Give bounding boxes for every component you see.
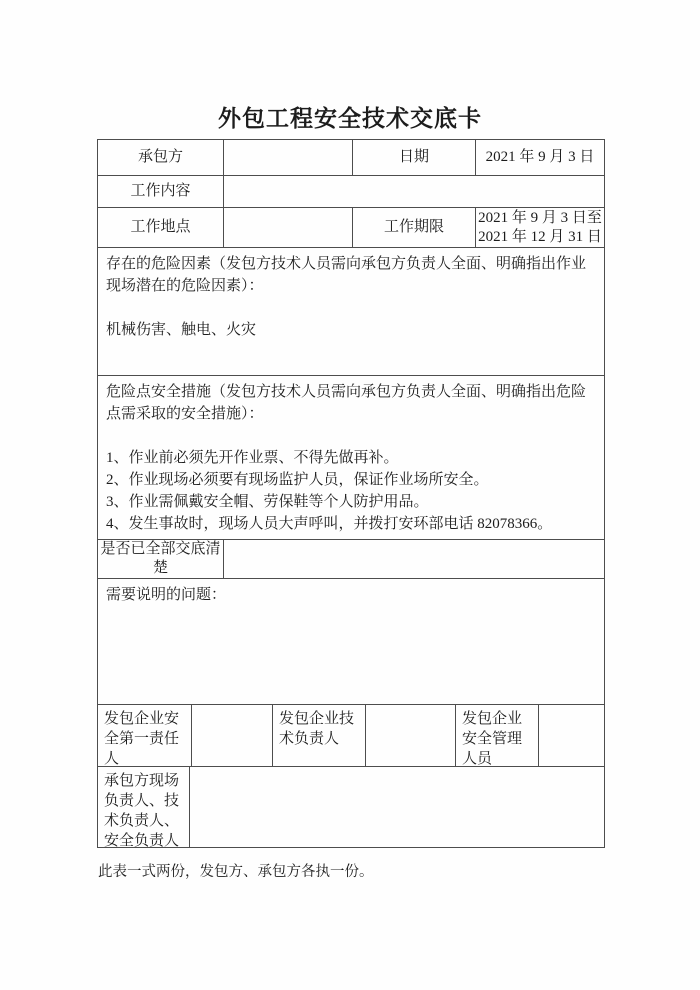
contractor-sign-value xyxy=(190,767,604,847)
confirm-label: 是否已全部交底清楚 xyxy=(98,540,224,578)
measure-item-4: 4、发生事故时，现场人员大声呼叫，并拨打安环部电话 82078366。 xyxy=(106,516,553,532)
work-period-value xyxy=(476,208,604,247)
work-period-label: 工作期限 xyxy=(353,208,476,247)
measure-item-3: 3、作业需佩戴安全帽、劳保鞋等个人防护用品。 xyxy=(106,494,429,510)
issuer-first-responsible-signature xyxy=(192,705,273,766)
disclosure-form-table xyxy=(97,139,605,848)
work-content-label: 工作内容 xyxy=(98,176,224,207)
work-content-value xyxy=(224,176,604,207)
table-row-confirm xyxy=(98,540,604,579)
table-row-work-content xyxy=(98,176,604,208)
measures-spacer xyxy=(106,425,596,447)
notes-cell xyxy=(98,579,604,704)
table-row-issuer-signatures xyxy=(98,705,604,767)
issuer-technical-lead-label: 发包企业技术负责人 xyxy=(273,705,366,766)
page-title: 外包工程安全技术交底卡 xyxy=(218,106,482,131)
work-location-value xyxy=(224,208,353,247)
table-row-work-location xyxy=(98,208,604,248)
hazards-spacer xyxy=(106,297,596,319)
issuer-technical-lead-signature xyxy=(366,705,456,766)
work-location-label: 工作地点 xyxy=(98,208,224,247)
table-row-contractor xyxy=(98,140,604,176)
work-period-line2: 2021 年 12 月 31 日 xyxy=(478,228,602,245)
table-row-measures xyxy=(98,376,604,540)
issuer-first-responsible-label: 发包企业安全第一责任人 xyxy=(98,705,192,766)
measures-cell xyxy=(98,376,604,539)
issuer-safety-manager-label: 发包企业安全管理人员 xyxy=(456,705,539,766)
table-row-hazards xyxy=(98,248,604,376)
confirm-value xyxy=(224,540,604,578)
measures-heading: 危险点安全措施（发包方技术人员需向承包方负责人全面、明确指出危险点需采取的安全措施）： xyxy=(106,384,587,422)
measure-item-1: 1、作业前必须先开作业票、不得先做再补。 xyxy=(106,450,399,466)
date-value: 2021 年 9 月 3 日 xyxy=(485,149,595,165)
table-row-notes xyxy=(98,579,604,705)
contractor-sign-label: 承包方现场负责人、技术负责人、安全负责人 xyxy=(98,767,190,847)
contractor-value xyxy=(224,140,353,175)
date-label: 日期 xyxy=(353,140,476,175)
work-period-line1: 2021 年 9 月 3 日至 xyxy=(478,209,602,226)
hazards-heading: 存在的危险因素（发包方技术人员需向承包方负责人全面、明确指出作业现场潜在的危险因素）： xyxy=(106,256,587,294)
contractor-label: 承包方 xyxy=(98,140,224,175)
measure-item-2: 2、作业现场必须要有现场监护人员，保证作业场所安全。 xyxy=(106,472,489,488)
copies-note: 此表一式两份，发包方、承包方各执一份。 xyxy=(98,864,374,880)
hazards-cell xyxy=(98,248,604,375)
notes-label: 需要说明的问题： xyxy=(106,587,227,603)
issuer-safety-manager-signature xyxy=(539,705,604,766)
hazards-content: 机械伤害、触电、火灾 xyxy=(106,322,257,338)
table-row-contractor-signatures xyxy=(98,767,604,847)
